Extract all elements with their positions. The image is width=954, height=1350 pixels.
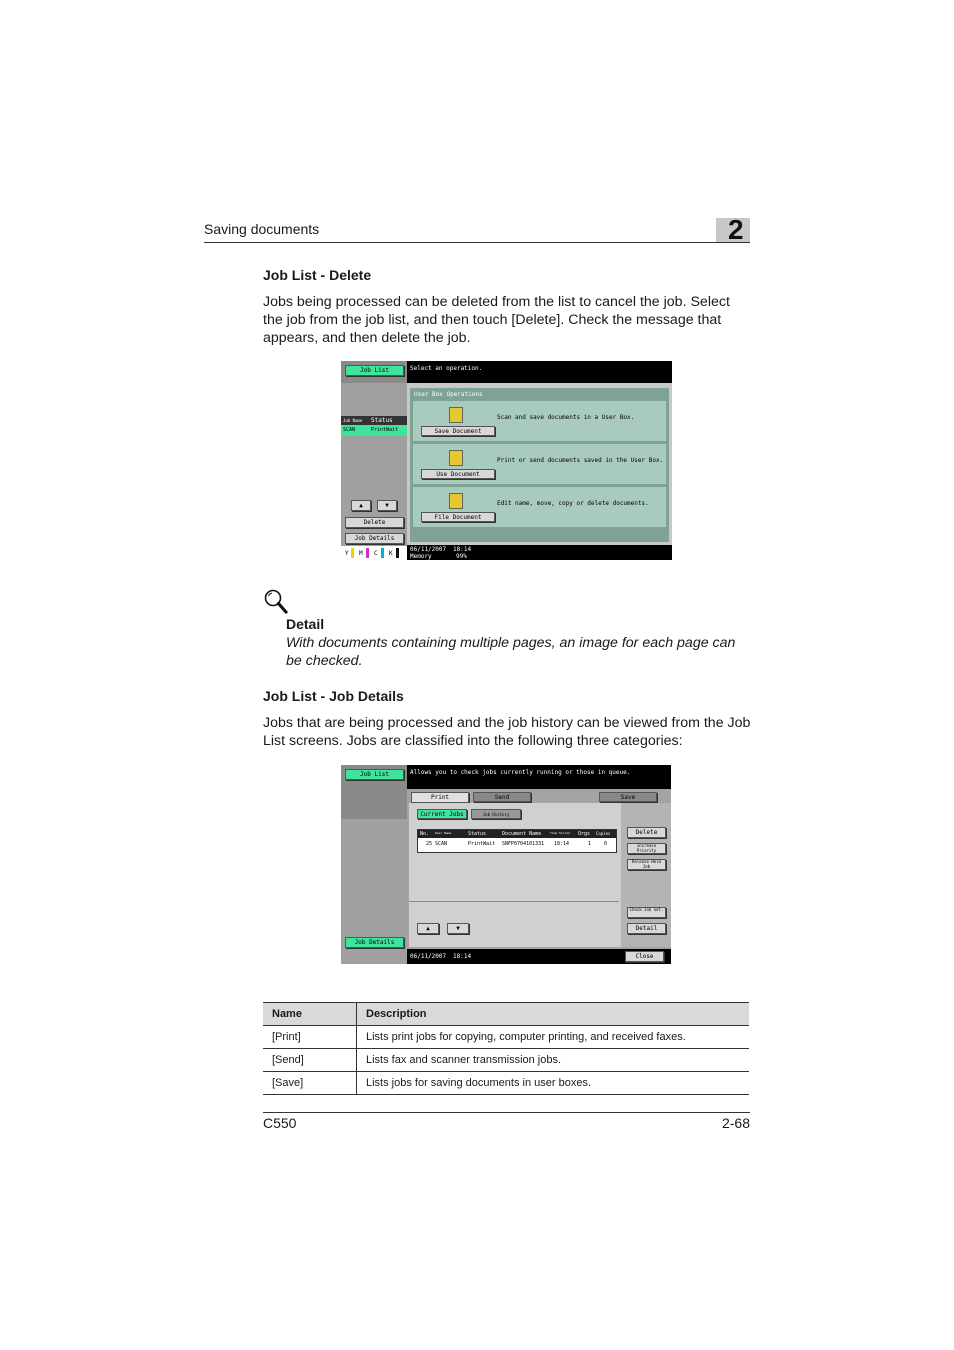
date-text: 06/11/2007 — [410, 546, 447, 553]
message-bar — [407, 765, 671, 789]
jobs-table — [417, 829, 617, 853]
message-text: Allows you to check jobs currently running or those in queue. — [410, 769, 631, 776]
job-row-status[interactable]: PrintWait — [371, 427, 399, 433]
message-text: Select an operation. — [410, 365, 483, 372]
save-document-row — [413, 401, 666, 441]
subtab-job-history[interactable]: Job History — [471, 809, 521, 819]
memory-label: Memory — [410, 553, 432, 560]
footer-page-number: 2-68 — [721, 1115, 750, 1131]
check-job-settings-button[interactable]: Check Job Set. — [627, 907, 666, 918]
toner-k-level — [396, 548, 399, 558]
cell-status[interactable]: PrintWait — [468, 841, 496, 847]
tab-send[interactable]: Send — [473, 792, 531, 802]
printer-icon — [449, 450, 463, 466]
delete-button[interactable]: Delete — [345, 517, 404, 528]
cell-time[interactable]: 18:14 — [554, 841, 570, 847]
col-status: Status — [371, 417, 393, 424]
use-document-desc: Print or send documents saved in the User Box. — [497, 457, 664, 464]
toner-y-level — [351, 548, 354, 558]
row-name: [Save] — [263, 1072, 357, 1095]
header-rule — [204, 242, 750, 243]
detail-text: With documents containing multiple pages, an image for each page can be checked. — [286, 635, 736, 669]
footer-model: C550 — [263, 1115, 297, 1131]
time-text: 18:14 — [453, 546, 472, 553]
col-job-name: Job Name — [343, 418, 363, 423]
screenshot-job-list — [341, 765, 671, 964]
table-header-row — [263, 1003, 749, 1026]
cell-orgs[interactable]: 1 — [588, 841, 592, 847]
memory-value: 99% — [456, 553, 467, 560]
scroll-up-button[interactable] — [351, 500, 371, 511]
arrow-down-icon: ▼ — [456, 925, 460, 932]
table-row — [263, 1072, 749, 1095]
left-panel — [341, 361, 407, 560]
toner-c-label: C — [374, 550, 378, 557]
col-time-stored: Time Stored — [550, 831, 570, 835]
col-status: Status — [468, 831, 487, 837]
job-details-button[interactable]: Job Details — [345, 937, 404, 948]
toner-bar — [341, 546, 407, 560]
col-user-name: User Name — [435, 831, 452, 835]
release-held-job-button[interactable]: Release Held Job — [627, 859, 666, 870]
header-name: Name — [263, 1003, 357, 1026]
close-button[interactable]: Close — [625, 951, 664, 962]
section-title-job-details: Job List - Job Details — [263, 688, 404, 704]
arrow-up-icon: ▲ — [359, 502, 363, 509]
row-name: [Send] — [263, 1049, 357, 1072]
section-body-job-details: Jobs that are being processed and the job history can be viewed from the Job List screens. Jobs are classified into the following three categories: — [263, 715, 751, 749]
cell-user[interactable]: SCAN — [435, 841, 448, 847]
file-document-button[interactable]: File Document — [421, 512, 495, 522]
status-bar — [407, 545, 672, 560]
row-description: Lists print jobs for copying, computer printing, and received faxes. — [357, 1026, 750, 1049]
job-list-button[interactable]: Job List — [345, 769, 404, 780]
time-text: 18:14 — [453, 953, 472, 960]
date-text: 06/11/2007 — [410, 953, 447, 960]
panel-title: User Box Operations — [414, 391, 483, 398]
detail-button[interactable]: Detail — [627, 923, 666, 934]
file-document-desc: Edit name, move, copy or delete documents. — [497, 500, 649, 507]
cell-doc[interactable]: SNFP0704101331 — [502, 841, 545, 847]
increase-priority-button[interactable]: Increase Priority — [627, 843, 666, 854]
footer-rule — [263, 1112, 750, 1113]
col-copies: Copies — [596, 831, 611, 836]
cell-no[interactable]: 25 — [426, 841, 433, 847]
running-header: Saving documents — [204, 221, 320, 237]
toner-m-level — [366, 548, 369, 558]
col-orgs: Orgs — [578, 831, 591, 837]
toner-k-label: K — [389, 550, 393, 557]
message-bar — [407, 361, 672, 383]
status-bar — [407, 949, 671, 964]
arrow-down-icon: ▼ — [385, 502, 389, 509]
folder-icon — [449, 407, 463, 423]
toner-y-label: Y — [345, 550, 349, 557]
col-document-name: Document Name — [502, 831, 542, 837]
arrow-up-icon: ▲ — [426, 925, 430, 932]
detail-title: Detail — [286, 616, 325, 632]
row-description: Lists fax and scanner transmission jobs. — [357, 1049, 750, 1072]
section-body-delete: Jobs being processed can be deleted from the list to cancel the job. Select the job from the job list, and then touch [Delete]. Check the message that appears, and then delete the job. — [263, 294, 730, 346]
table-row — [263, 1049, 749, 1072]
use-document-button[interactable]: Use Document — [421, 469, 495, 479]
row-name: [Print] — [263, 1026, 357, 1049]
scroll-down-button[interactable] — [377, 500, 397, 511]
tab-print[interactable]: Print — [411, 792, 469, 803]
magnifier-icon — [263, 588, 289, 614]
job-details-button[interactable]: Job Details — [345, 533, 404, 544]
toner-m-label: M — [359, 550, 363, 557]
user-box-panel — [410, 388, 669, 542]
scroll-up-button[interactable] — [417, 923, 439, 934]
cell-copies[interactable]: 0 — [604, 841, 608, 847]
job-list-button[interactable]: Job List — [345, 365, 404, 376]
scroll-down-button[interactable] — [447, 923, 469, 934]
save-document-button[interactable]: Save Document — [421, 426, 495, 436]
categories-table — [263, 1002, 749, 1095]
table-row — [263, 1026, 749, 1049]
delete-button[interactable]: Delete — [627, 827, 666, 838]
row-description: Lists jobs for saving documents in user boxes. — [357, 1072, 750, 1095]
subtab-current-jobs[interactable]: Current Jobs — [417, 809, 467, 819]
chapter-number: 2 — [728, 214, 744, 245]
job-row-name[interactable]: SCAN — [343, 427, 356, 433]
use-document-row — [413, 444, 666, 484]
screenshot-user-box-operations — [341, 361, 672, 560]
toner-c-level — [381, 548, 384, 558]
file-document-row — [413, 487, 666, 527]
tab-save[interactable]: Save — [599, 792, 657, 802]
save-document-desc: Scan and save documents in a User Box. — [497, 414, 635, 421]
section-title-delete: Job List - Delete — [263, 267, 372, 283]
header-description: Description — [357, 1003, 750, 1026]
col-no: No. — [420, 831, 430, 837]
file-icon — [449, 493, 463, 509]
